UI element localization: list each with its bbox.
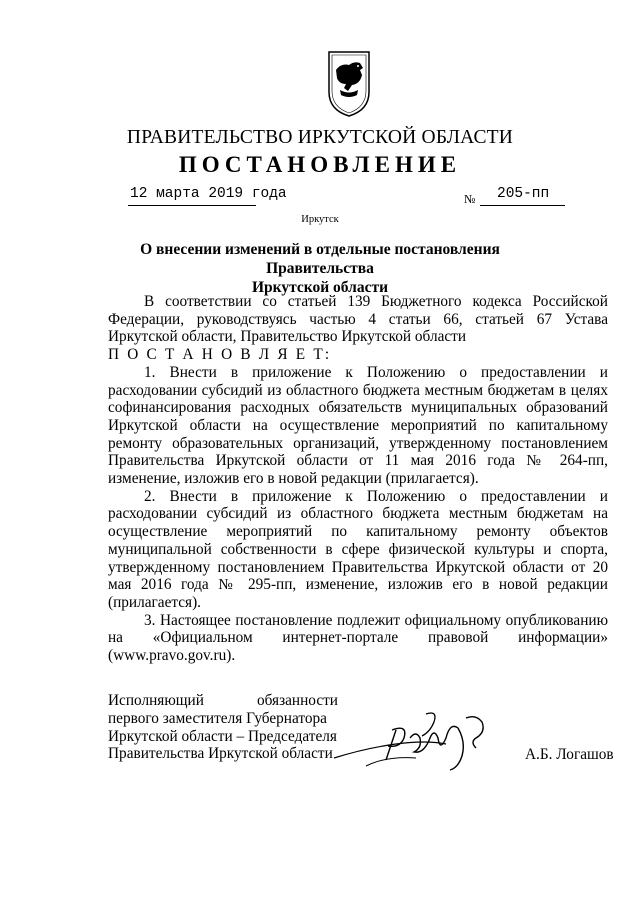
signatory-line-4: Правительства Иркутской области	[108, 745, 333, 763]
number-underline	[480, 205, 565, 206]
date-underline	[128, 205, 256, 206]
document-body	[108, 293, 608, 665]
city-name: Иркутск	[301, 214, 339, 225]
document-type: ПОСТАНОВЛЕНИЕ	[178, 152, 462, 177]
number-label: №	[464, 192, 476, 206]
signatory-line-3: Иркутской области – Председателя	[108, 727, 337, 745]
resolve-heading: П О С Т А Н О В Л Я Е Т:	[108, 346, 332, 364]
preamble-paragraph: В соответствии со статьей 139 Бюджетного кодекса Российской Федерации, руководствуясь частью 4 статьи 66, статьей 67 Устава Иркутской области, Правительство Иркутской области	[108, 293, 608, 346]
item-2-paragraph: 2. Внести в приложение к Положению о предоставлении и расходовании субсидий из областного бюджета местным бюджетам на осуществление мероприятий по капитальному ремонту объектов муниципальной собственности в сфере физической культуры и спорта, утвержденному постановлением Правительства Иркутской области от 20 мая 2016 года № 295-пп, изменение, изложив его в новой редакции (прилагается).	[108, 487, 608, 611]
title-line-2: Иркутской области	[251, 279, 389, 296]
coat-of-arms-icon	[327, 48, 371, 118]
handwritten-signature-icon	[326, 708, 516, 774]
document-title	[100, 240, 540, 297]
signatory-name: А.Б. Логашов	[525, 746, 614, 763]
signatory-line-1: Исполняющий обязанности	[108, 692, 338, 709]
signatory-position	[108, 692, 338, 763]
item-3-paragraph: 3. Настоящее постановление подлежит официальному опубликованию на «Официальном интернет-портале правовой информации» (www.pravo.gov.ru).	[108, 611, 608, 665]
signatory-line-2: первого заместителя Губернатора	[108, 709, 327, 727]
title-line-1: О внесении изменений в отдельные постановления Правительства	[140, 241, 500, 277]
document-date: 12 марта 2019 года	[130, 186, 287, 202]
item-1-paragraph: 1. Внести в приложение к Положению о предоставлении и расходовании субсидий из областного бюджета местным бюджетам в целях софинансирования расходных обязательств муниципальных образований Иркутской области на осуществление мероприятий по капитальному ремонту образовательных организаций, утвержденному постановлением Правительства Иркутской области от 11 мая 2016 года № 264-пп, изменение, изложив его в новой редакции (прилагается).	[108, 363, 608, 488]
organization-name: ПРАВИТЕЛЬСТВО ИРКУТСКОЙ ОБЛАСТИ	[126, 127, 514, 148]
document-number: 205-пп	[497, 186, 550, 202]
